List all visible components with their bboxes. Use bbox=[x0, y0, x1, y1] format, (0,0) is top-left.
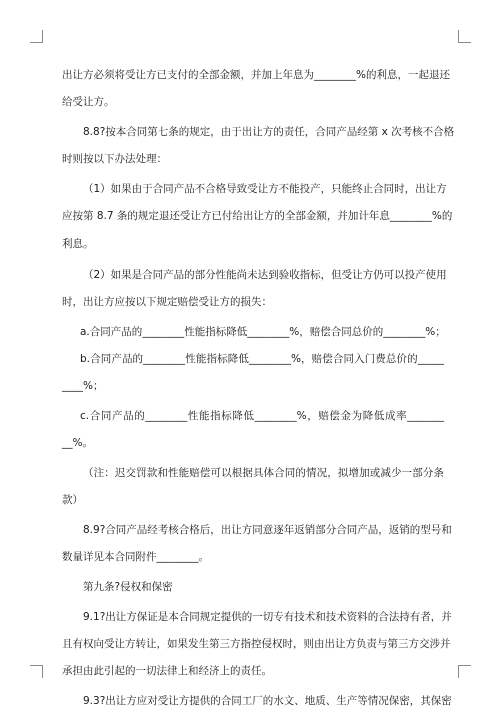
paragraph-line: ____%； bbox=[62, 380, 104, 392]
paragraph-line: 利息。 bbox=[62, 238, 94, 250]
clause-8-8-line: 8.8?按本合同第七条的规定，由于出让方的责任，合同产品经第 x 次考核不合格 bbox=[83, 126, 455, 138]
item-c-line: c.合同产品的________性能指标降低________%，赔偿金为降低成率_______ bbox=[80, 410, 444, 422]
item-2-line: （2）如果是合同产品的部分性能尚未达到验收指标，但受让方仍可以投产使用 bbox=[83, 269, 447, 281]
clause-9-3-line: 9.3?出让方应对受让方提供的合同工厂的水文、地质、生产等情况保密，其保密 bbox=[83, 695, 452, 707]
paragraph-line: 款） bbox=[62, 494, 83, 506]
paragraph-line: 且有权向受让方转让，如果发生第三方指控侵权时，则由出让方负责与第三方交涉并 bbox=[62, 638, 451, 650]
clause-8-9-line: 8.9?合同产品经考核合格后，出让方同意逐年返销部分合同产品，返销的型号和 bbox=[83, 524, 452, 536]
paragraph-line: 给受让方。 bbox=[62, 96, 115, 108]
item-b-line: b.合同产品的________性能指标降低________%，赔偿合同入门费总价的_____ bbox=[80, 353, 444, 365]
section-heading: 第九条?侵权和保密 bbox=[83, 581, 173, 593]
paragraph-line: 数量详见本合同附件________。 bbox=[62, 551, 209, 563]
item-1-line: （1）如果由于合同产品不合格导致受让方不能投产，只能终止合同时，出让方 bbox=[83, 183, 447, 195]
paragraph-line: 时，出让方应按以下规定赔偿受让方的损失： bbox=[62, 296, 272, 308]
item-a-line: a.合同产品的________性能指标降低________%，赔偿合同总价的________%； bbox=[80, 326, 446, 338]
paragraph-line: 时则按以下办法处理： bbox=[62, 153, 167, 165]
paragraph-line: 应按第 8.7 条的规定退还受让方已付给出让方的全部金额，并加计年息________%的 bbox=[62, 210, 453, 222]
paragraph-line: 出让方必须将受让方已支付的全部金额，并加上年息为________%的利息，一起退还 bbox=[62, 69, 450, 81]
note-line: （注：迟交罚款和性能赔偿可以根据具体合同的情况，拟增加或减少一部分条 bbox=[83, 467, 444, 479]
corner-mark-bottom-right bbox=[458, 665, 471, 678]
corner-mark-top-right bbox=[458, 30, 471, 43]
corner-mark-bottom-left bbox=[30, 665, 43, 678]
corner-mark-top-left bbox=[30, 30, 43, 43]
clause-9-1-line: 9.1?出让方保证是本合同规定提供的一切专有技术和技术资料的合法持有者，并 bbox=[83, 611, 452, 623]
paragraph-line: 承担由此引起的一切法律上和经济上的责任。 bbox=[62, 665, 272, 677]
paragraph-line: __%。 bbox=[62, 437, 93, 449]
